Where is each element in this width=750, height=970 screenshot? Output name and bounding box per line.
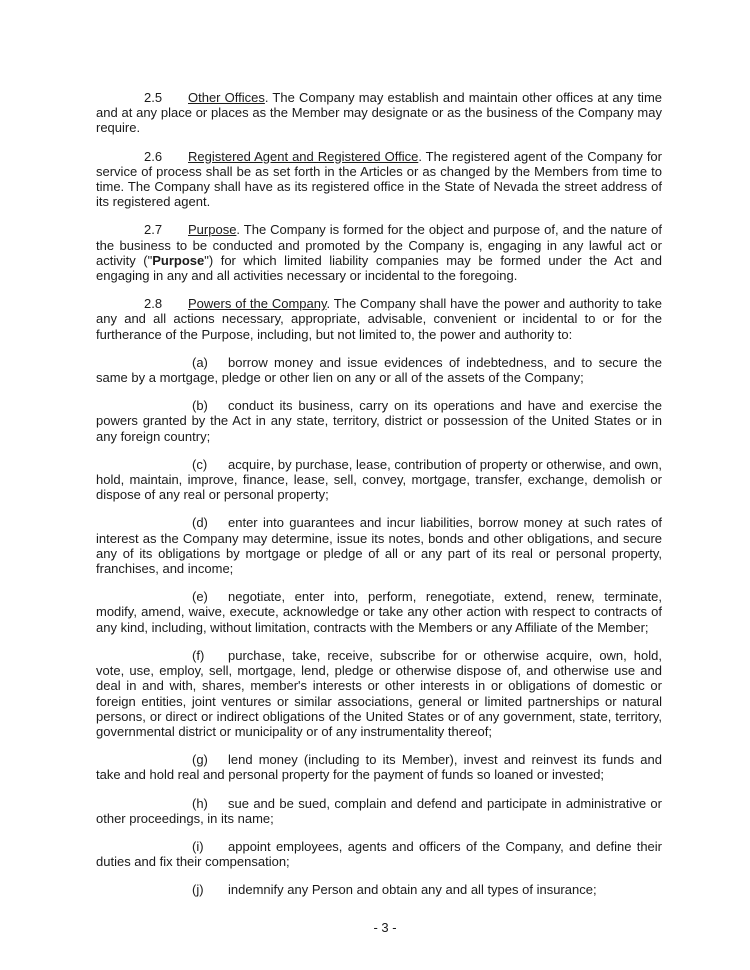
item-letter: (e) xyxy=(192,589,208,605)
section-text-cont: ") for which limited liability companies may be formed under the Act and engaging in any and all activities necessary or incidental to the foregoing. xyxy=(96,252,662,284)
list-item xyxy=(96,515,662,576)
item-letter: (b) xyxy=(192,398,208,414)
item-letter: (i) xyxy=(192,838,204,854)
item-text: borrow money and issue evidences of indebtedness, and to secure the same by a mortgage, pledge or other lien on any or all of the assets of the Company; xyxy=(96,354,662,386)
item-text: lend money (including to its Member), invest and reinvest its funds and take and hold real and personal property for the payment of funds so loaned or invested; xyxy=(96,752,662,783)
list-item xyxy=(96,457,662,503)
item-letter: (c) xyxy=(192,456,208,472)
item-text: acquire, by purchase, lease, contribution of property or otherwise, and own, hold, maintain, improve, finance, lease, sell, convey, mortgage, transfer, exchange, demolish or dispose of any real or personal property; xyxy=(96,456,662,503)
section-number: 2.6 xyxy=(144,148,163,164)
section-2-6 xyxy=(96,149,662,210)
list-item xyxy=(96,882,662,897)
item-letter: (f) xyxy=(192,647,205,663)
section-2-7 xyxy=(96,222,662,283)
list-item xyxy=(96,355,662,385)
document-page xyxy=(96,90,662,898)
item-letter: (g) xyxy=(192,752,208,768)
item-text: negotiate, enter into, perform, renegotiate, extend, renew, terminate, modify, amend, waive, execute, acknowledge or take any other action with respect to contracts of any kind, including, without limitation, contracts with the Members or any Affiliate of the Member; xyxy=(96,589,662,635)
defined-term: Purpose xyxy=(152,252,205,268)
list-item xyxy=(96,398,662,444)
item-letter: (j) xyxy=(192,882,204,898)
list-item xyxy=(96,796,662,826)
section-number: 2.5 xyxy=(144,90,163,105)
item-text: enter into guarantees and incur liabilities, borrow money at such rates of interest as the Company may determine, issue its notes, bonds and other obligations, and secure any of its obligations by mortgage or pledge of all or any part of its real or personal property, franchises, and income; xyxy=(96,515,662,577)
section-text: . The Company may establish and maintain other offices at any time and at any place or places as the Member may designate or as the business of the Company may require. xyxy=(96,90,663,136)
section-title: Powers of the Company xyxy=(188,296,327,312)
section-text: . The Company is formed for the object and purpose of, and the nature of the business to be conducted and promoted by the Company is, engaging in any lawful act or activity (" xyxy=(96,222,662,268)
section-text: . The Company shall have the power and authority to take any and all actions necessary, appropriate, advisable, convenient or incidental to or for the furtherance of the Purpose, including, but not limited to, the power and authority to: xyxy=(96,296,662,342)
list-item xyxy=(96,752,662,782)
item-letter: (a) xyxy=(192,354,208,370)
section-number: 2.7 xyxy=(144,222,163,238)
section-2-5 xyxy=(96,90,662,136)
section-title: Registered Agent and Registered Office xyxy=(188,148,419,164)
list-item xyxy=(96,589,662,635)
section-title: Purpose xyxy=(188,222,237,238)
item-letter: (h) xyxy=(192,795,208,811)
page-number: - 3 - xyxy=(373,920,397,935)
item-text: sue and be sued, complain and defend and participate in administrative or other proceedings, in its name; xyxy=(96,795,662,826)
section-title: Other Offices xyxy=(188,90,265,105)
item-text: purchase, take, receive, subscribe for or otherwise acquire, own, hold, vote, use, employ, sell, mortgage, lend, pledge or otherwise dispose of, and otherwise use and deal in and with, shares, member's interests or other interests in or obligations of domestic or foreign entities, joint ventures or similar associations, general or limited partnerships or natural persons, or direct or indirect obligations of the United States or of any government, state, territory, governmental district or municipality or of any instrumentality thereof; xyxy=(96,647,662,739)
section-number: 2.8 xyxy=(144,296,163,312)
section-2-8 xyxy=(96,296,662,342)
section-text: . The registered agent of the Company for service of process shall be as set forth in the Articles or as changed by the Members from time to time. The Company shall have as its registered office in the State of Nevada the street address of its registered agent. xyxy=(96,148,662,210)
list-item xyxy=(96,648,662,739)
item-text: conduct its business, carry on its operations and have and exercise the powers granted by the Act in any state, territory, district or possession of the United States or in any foreign country; xyxy=(96,398,662,444)
item-text: appoint employees, agents and officers of the Company, and define their duties and fix their compensation; xyxy=(96,838,662,870)
list-item xyxy=(96,839,662,869)
item-letter: (d) xyxy=(192,515,208,531)
item-text: indemnify any Person and obtain any and all types of insurance; xyxy=(228,882,597,898)
